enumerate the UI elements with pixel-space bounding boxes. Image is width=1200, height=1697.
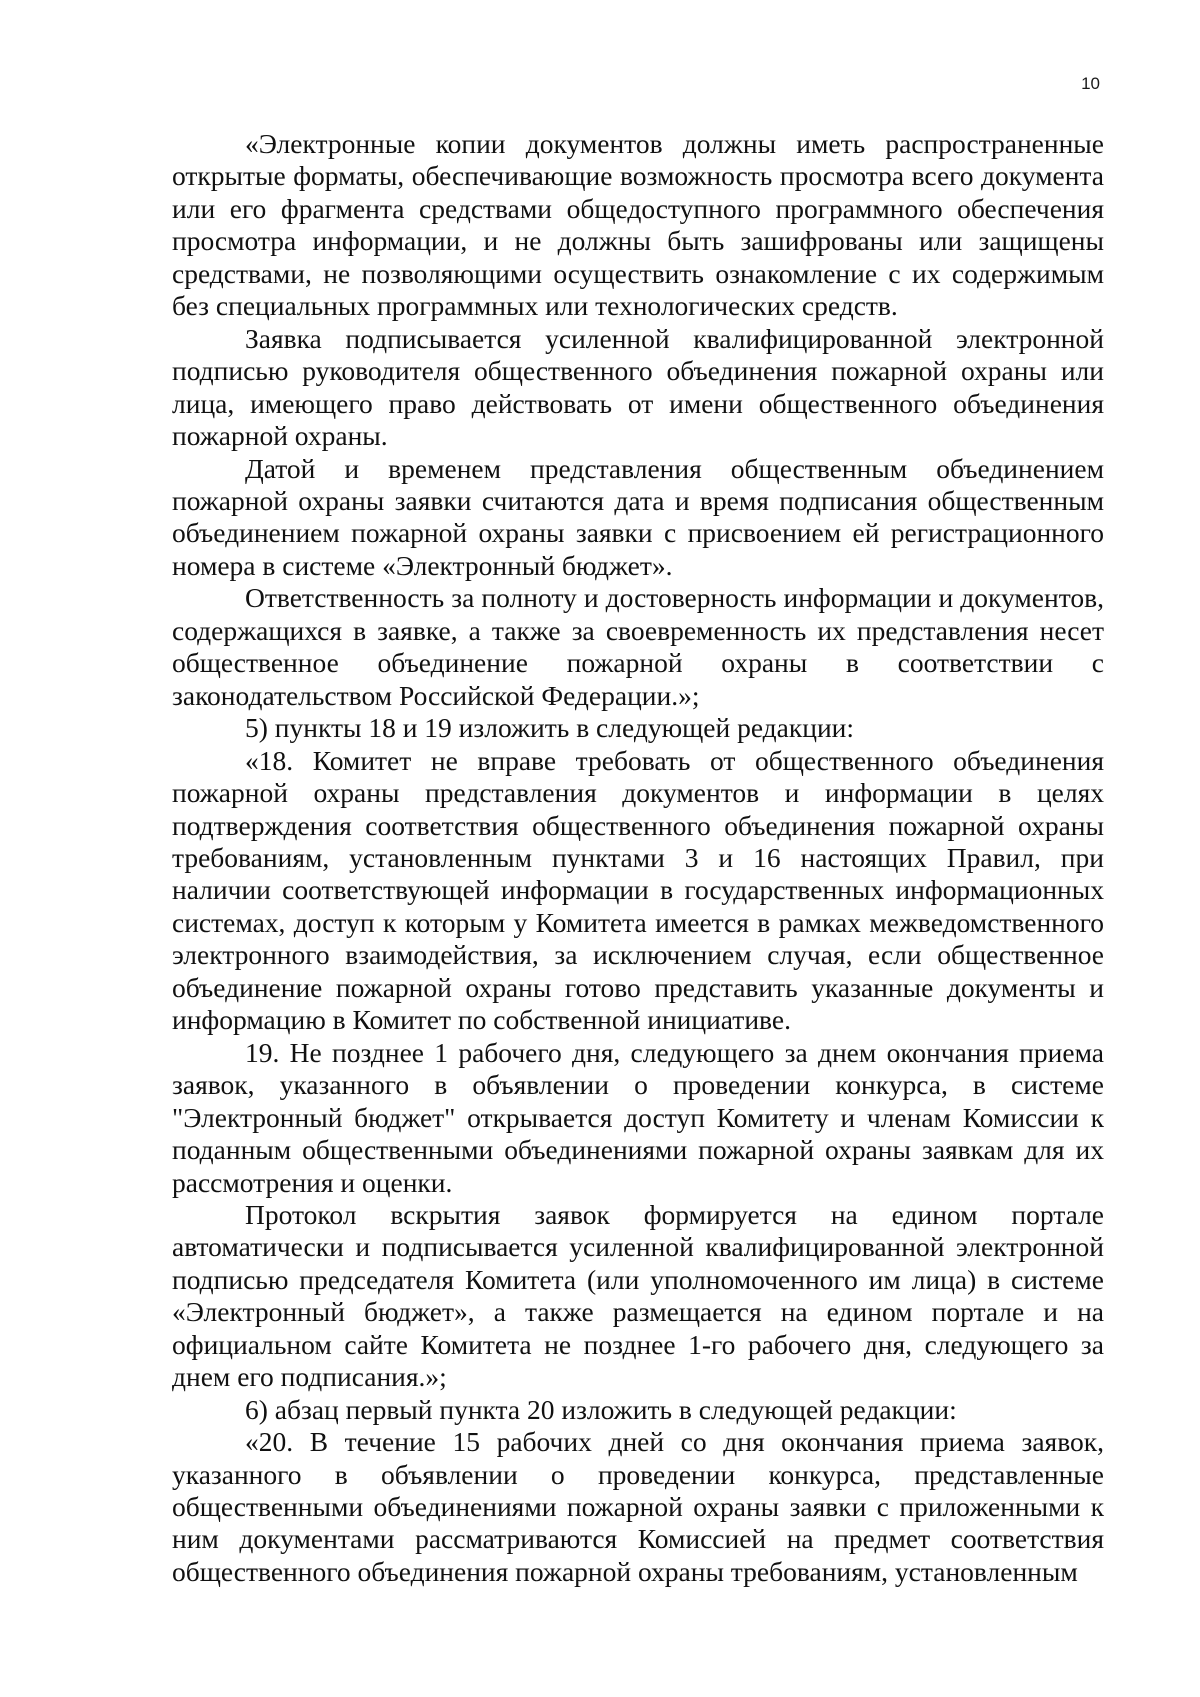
paragraph-amendment-5: 5) пункты 18 и 19 изложить в следующей редакции: (245, 712, 855, 744)
paragraph-amendment-6: 6) абзац первый пункта 20 изложить в следующей редакции: (245, 1393, 957, 1425)
paragraph-opening-protocol: Протокол вскрытия заявок формируется на едином портале автоматически и подписывается усиленной квалифицированной электронной подписью председателя Комитета (или уполномоченного им лица) в системе «Электронный бюджет», а также размещается на едином портале и на официальном сайте Комитета не позднее 1-го рабочего дня, следующего за днем его подписания.»; (172, 1198, 1104, 1393)
paragraph-clause-18: «18. Комитет не вправе требовать от общественного объединения пожарной охраны представления документов и информации в целях подтверждения соответствия общественного объединения пожарной охраны требованиям, установленным пунктами 3 и 16 настоящих Правил, при наличии соответствующей информации в государственных информационных системах, доступ к которым у Комитета имеется в рамках межведомственного электронного взаимодействия, за исключением случая, если общественное объединение пожарной охраны готово представить указанные документы и информацию в Комитет по собственной инициативе. (172, 744, 1104, 1036)
paragraph-responsibility: Ответственность за полноту и достоверность информации и документов, содержащихся в заявке, а также за своевременность их представления несет общественное объединение пожарной охраны в соответствии с законодательством Российской Федерации.»; (172, 582, 1104, 711)
paragraph-submission-date: Датой и временем представления общественным объединением пожарной охраны заявки считаются дата и время подписания общественным объединением пожарной охраны заявки с присвоением ей регистрационного номера в системе «Электронный бюджет». (172, 452, 1104, 581)
paragraph-electronic-copies: «Электронные копии документов должны иметь распространенные открытые форматы, обеспечивающие возможность просмотра всего документа или его фрагмента средствами общедоступного программного обеспечения просмотра информации, и не должны быть зашифрованы или защищены средствами, не позволяющими осуществить ознакомление с их содержимым без специальных программных или технологических средств. (172, 128, 1104, 322)
document-body (172, 128, 1104, 1588)
page-number: 10 (1081, 74, 1100, 93)
paragraph-signature: Заявка подписывается усиленной квалифицированной электронной подписью руководителя общественного объединения пожарной охраны или лица, имеющего право действовать от имени общественного объединения пожарной охраны. (172, 322, 1104, 452)
paragraph-clause-19: 19. Не позднее 1 рабочего дня, следующего за днем окончания приема заявок, указанного в объявлении о проведении конкурса, в системе "Электронный бюджет" открывается доступ Комитету и членам Комиссии к поданным общественными объединениями пожарной охраны заявкам для их рассмотрения и оценки. (172, 1036, 1104, 1198)
paragraph-clause-20: «20. В течение 15 рабочих дней со дня окончания приема заявок, указанного в объявлении о проведении конкурса, представленные общественными объединениями пожарной охраны заявки с приложенными к ним документами рассматриваются Комиссией на предмет соответствия общественного объединения пожарной охраны требованиям, установленным (172, 1426, 1104, 1587)
